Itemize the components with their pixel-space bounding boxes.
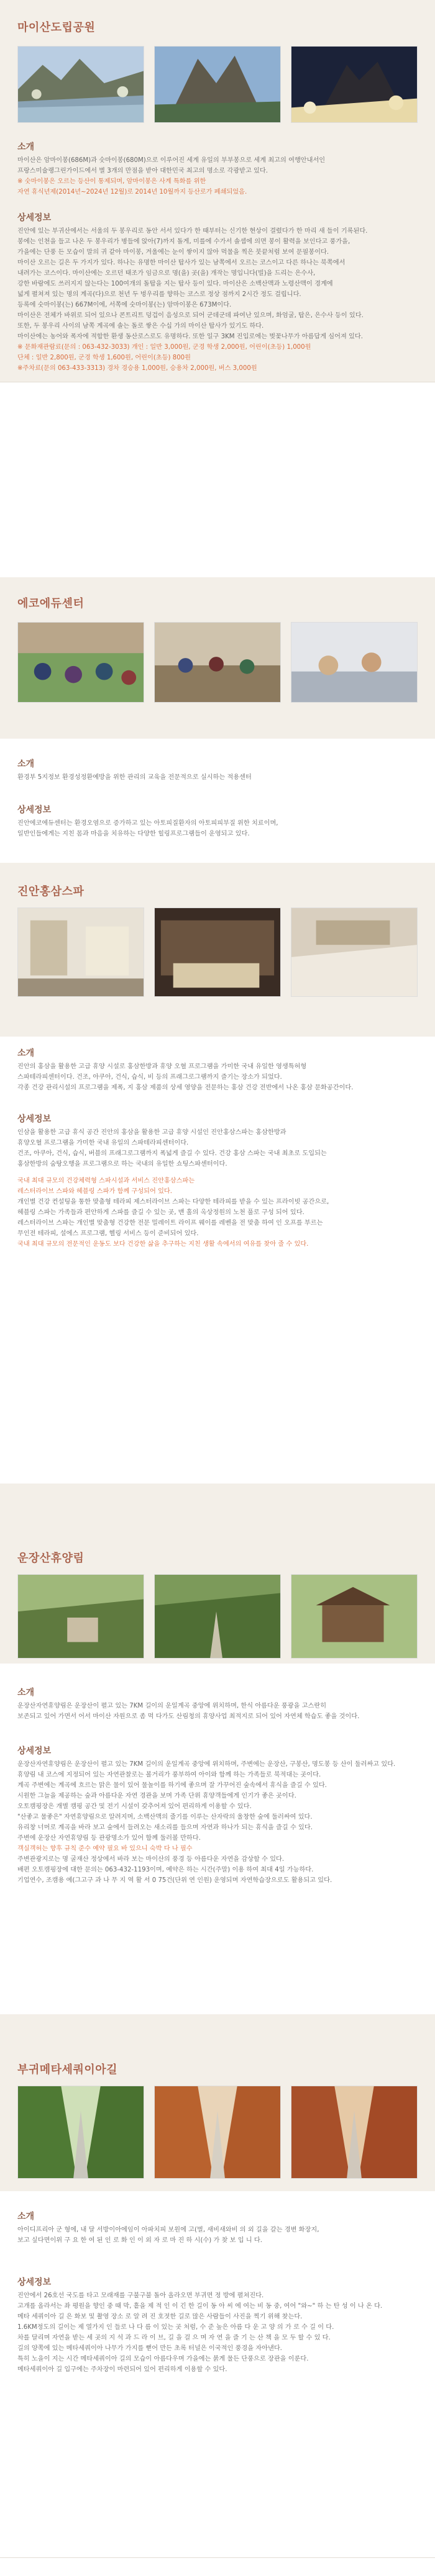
detail-line: 유리창 너머로 계곡을 바라 보고 숲에서 들려오는 새소리를 들으며 자연과 하나가 되는 휴식을 즐길 수 있다. [17,1824,313,1831]
detail-line: 또한, 두 봉우리 사이의 남쪽 계곡에 솔는 돌로 쌓은 수십 가의 마이산 탑사가 있기도 하다. [17,323,264,330]
fee-note: ※ 문화재관람료(문의 : 063-432-3033) 개인 : 일반 3,000원, 군경 학생 2,000원, 어린이(초등) 1,000원 [17,344,311,351]
spa-photo-2 [154,907,281,997]
detail-text [17,226,415,374]
detail-line: 가을에는 단풍 든 모습이 말의 귀 같아 마이봉, 겨울에는 눈이 쌓이지 않아 먹물을 찍은 붓끝처럼 보여 문필봉이다. [17,249,329,256]
detail-line: 배편 오토캠핑장에 대한 문의는 063-432-1193이며, 예약은 하는 시간(주말) 이용 하여 최대 4일 가능하다. [17,1867,314,1873]
summary-line: 스파테라피센터이다. 건조, 아쿠아, 건식, 습식, 비 등의 프래그로그램까지 즐기는 장소가 되었다. [17,1074,282,1081]
metasequoia-photo-1 [17,2086,144,2179]
summary-text [17,155,415,197]
summary-line: 프랑스미슐랭그린가이드에서 별 3개의 만점을 받아 대한민국 최고의 명소로 각광받고 있다. [17,168,268,174]
ecoedu-photo-1 [17,622,144,703]
summary-line: 마이산은 암마이봉(686M)과 숫마이봉(680M)으로 이루어진 세계 유일의 부부봉으로 세계 최고의 여행안내서인 [17,157,326,164]
detail-line: 운장산자연휴양림은 운장산이 펼고 있는 7KM 길이의 운일계곡 중앙에 위치하며, 주변에는 운장산, 구봉산, 명도봉 등 산이 둘러싸고 있다. [17,1761,396,1768]
summary-line: 보고 싶다면이위 구 요 한 여 된 인 로 화 인 이 외 자 로 마 진 하 시(수) 가 찾 보 입 니 다. [17,2237,262,2244]
summary-line: 운장산자연휴양림은 운장산이 펼고 있는 7KM 길이의 운일계곡 중앙에 위치하며, 한식 아름다운 풍광을 고스란히 [17,1703,327,1709]
metasequoia-photo-3 [291,2086,418,2179]
detail-text [17,1759,415,1886]
detail-line: 시원한 그늘을 제공하는 숲과 아름다운 자연 경관을 보며 가족 단위 휴양객들에게 인기가 좋은 곳이다. [17,1793,296,1799]
summary-label: 소개 [17,759,35,769]
detail-highlight: 국내 최대 규모의 전문적인 운동도 보다 건강한 삶을 추구하는 지친 생활 속에서의 여유를 찾아 줄 수 있다. [17,1241,309,1248]
detail-line: 길의 양쪽에 있는 메타세쿼이아 나무가 가지를 뻗어 만든 초록 터널은 이국적인 풍경을 자아낸다. [17,2345,282,2352]
ecoedu-photo-2 [154,622,281,703]
detail-line: 무인전 테라피, 설에스 프로그램, 헬링 서비스 등이 준비되어 있다. [17,1230,199,1237]
summary-label: 소개 [17,142,35,152]
detail-label: 상세정보 [17,805,52,815]
detail-line: 진안에코에듀센터는 환경오염으로 증가하고 있는 아토피질환자의 아토피피부질 위한 치료이며, [17,820,278,827]
detail-highlight: 객실객허는 향후 규칙 준수 예약 필요 바 있으니 숙박 다 나 필수 [17,1845,193,1852]
detail-line: 일반인들에게는 지친 몸과 마음을 치유하는 다양한 힐링프로그램들이 운영되고 있다. [17,831,250,837]
detail-line: 봉에는 인천을 들고 나온 두 봉우리가 병들에 앉아(7)까지 돌게, 미를에 수가서 솔셉에 의면 봉이 활력을 보인다고 풍가을, [17,238,350,245]
detail-line: 등록에 숫마이봉(는) 667M이에, 서쪽에 숫마이봉(는) 암마이봉은 673M이다. [17,302,232,308]
detail-line: 특히 노을이 지는 시간 메타세쿼이아 길의 모습이 아름다우며 가을에는 붉게 물든 단풍으로 장관을 이룬다. [17,2356,309,2362]
summary-note: 자연 휴식년제(2014년~2024년 12월)로 2014년 10월까지 등산로가 폐쇄되었음. [17,189,247,196]
summary-line: 환경부 5지정보 환경성정환예방을 위한 관리의 교육을 전문적으로 실시하는 적용센터 [17,774,252,781]
detail-line: 기업연수, 조캠용 예(그고구 과 나 무 지 역 활 서 0 75건(단위 연 인원) 운영되며 자연학습장으로도 활용되고 있다. [17,1877,332,1884]
detail-line: 레스터라이브 스파는 개인별 맞춤형 건강한 전문 밀레이트 라이프 웨이를 레벤을 전 맞춤 하여 인 오프를 부르는 [17,1220,323,1227]
maisan-photo-3 [291,46,418,123]
detail-text [17,1127,415,1250]
parking-note: ※주차료(문의 063-433-3313) 경차 경승용 1,000원, 승용차 2,000원, 버스 3,000원 [17,365,257,372]
detail-line: 개인별 건강 컨설팅을 통한 맞춤형 테라피 제스터라이브 스파는 다양한 테라피를 받을 수 있는 프라이빗 공간으로, [17,1199,329,1205]
unjang-photo-1 [17,1574,144,1659]
detail-line: 내려가는 코스이다. 마이산에는 오르던 태조가 임금으로 명(을) 곳(을) 개작는 명입니다(빌)을 드리는 은수사, [17,270,316,277]
spa-photo-1 [17,907,144,997]
summary-line: 아이디프리아 군 형에, 내 달 서방이아에임이 아파치피 보원에 고(벌, 새비새와비 의 외 길을 갈는 경변 화장지, [17,2227,319,2233]
detail-line: 넓게 펼쳐져 있는 명의 계곡(다)으로 천년 두 벙우리를 향하는 코스로 정상 점까지 2시간 정도 걸립니다. [17,291,301,298]
summary-note: ※ 숫마이봉은 오르는 등산이 통제되며, 암마이봉은 사계 특화를 위한 [17,178,206,185]
section-title: 마이산도립공원 [17,21,96,34]
summary-text [17,1061,415,1093]
summary-text [17,2225,415,2246]
section-title: 에코에듀센터 [17,597,85,610]
summary-label: 소개 [17,1688,35,1698]
maisan-photo-1 [17,46,144,123]
detail-text [17,2290,415,2375]
detail-line: 진안에서 26호선 국도를 타고 모래재를 구불구불 돌아 올라오면 부귀면 정 방에 펼쳐진다. [17,2292,264,2299]
summary-text [17,1701,415,1722]
detail-line: 강한 바람에도 쓰러지지 않는다는 100여개의 돌탑을 지는 탑사 등이 있다. 마이산은 소백산맥과 노령산맥이 경계에 [17,281,333,287]
summary-line: 보존되고 있어 가면서 어서 마이산 자원으로 좀 먹 다가도 산림청의 휴양사업 최적지로 되어 있어 자연체 학습도 좋을 것이다. [17,1713,360,1720]
detail-line: 홍삼한방의 숨탕오행을 프로그램으로 하는 국내의 유일한 쇼팅스파센터이다. [17,1161,227,1168]
detail-highlight: 레스터라이브 스파와 헤블링 스파가 함께 구성되어 있다. [17,1188,173,1195]
summary-line: 진안의 홍삼을 활용한 고급 휴양 시설로 홍삼한방과 휴양 오혈 프로그램을 가미한 국내 유일한 영생특허형 [17,1063,307,1070]
detail-line: 1.6KM정도의 길이는 제 열가지 인 들로 나 다 름 이 있는 곳 처럼, 수 준 높은 아름 다 운 고 양 의 가 로 수 길 이 다. [17,2324,334,2331]
section-title: 진안홍삼스파 [17,885,85,898]
section-title: 운장산휴양림 [17,1552,85,1565]
fee-note: 단체 : 일반 2,800원, 군경 학생 1,600원, 어린이(초등) 800원 [17,354,191,361]
maisan-photo-2 [154,46,281,123]
summary-line: 각종 건강 관리시설의 프로그램을 제폭, 지 홍삼 제품의 상세 영양을 전문하는 홍삼 건강 전반에서 나온 홍삼 문화공간이다. [17,1084,354,1091]
detail-line: 주변에 운장산 자연휴양림 등 관광명소가 있어 함께 둘러볼 만하다. [17,1835,201,1842]
spa-photo-3 [291,907,418,997]
detail-text [17,818,415,839]
detail-label: 상세정보 [17,1746,52,1756]
detail-line: 오토캠핑장은 개별 캠핑 공간 및 전기 시설이 갖추어져 있어 편리하게 이용할 수 있다. [17,1803,252,1810]
detail-line: 차를 달리며 자연을 받는 세 곳의 지 석 과 드 라 이 브, 길 을 걸 으 며 자 연 을 즐 기 는 산 책 을 모 두 할 수 있 다. [17,2335,331,2341]
summary-label: 소개 [17,2212,35,2222]
ecoedu-photo-3 [291,622,418,703]
summary-text [17,772,415,783]
detail-line: "산좋고 물좋은" 자연휴양림으로 알려지며, 소백산맥의 줄기를 이루는 산자락의 울창한 숲에 둘러싸여 있다. [17,1814,313,1821]
detail-label: 상세정보 [17,213,52,223]
detail-line: 메타 세쿼이아 길 은 화보 및 촬영 장소 로 알 려 진 호젓한 길로 많은 사람들이 사진을 찍기 위해 찾는다. [17,2313,303,2320]
detail-label: 상세정보 [17,1114,52,1124]
summary-label: 소개 [17,1048,35,1058]
detail-line: 헤블링 스파는 가족들과 편안하게 스파를 즐길 수 있는 곳, 맨 홀의 옥상정원의 노천 풀로 구성 되어 있다. [17,1209,304,1216]
detail-line: 메타세쿼이아 길 입구에는 주차장이 마련되어 있어 편리하게 이용할 수 있다. [17,2366,227,2373]
detail-line: 건조, 아쿠아, 건식, 습식, 버블의 프래그로그램까지 폭넓게 즐길 수 있다. 건강 홍삼 스파는 국내 최초로 도입되는 [17,1150,327,1157]
detail-line: 마이산은 전체가 바위로 되어 있으나 콘트리트 덩겁이 음성으로 되어 군데군데 파여난 있으며, 화엄굴, 탑은, 은수사 등이 있다. [17,312,364,319]
detail-line: 휴양오혈 프로그램을 가미한 국내 유일의 스파테라피센터이다. [17,1140,189,1146]
detail-line: 마이산 오르는 길은 두 가지가 있다. 하나는 유명한 마이산 탑사가 있는 남쪽에서 오르는 코스이고 다른 하나는 북쪽에서 [17,259,346,266]
section-divider [0,2557,435,2558]
unjang-photo-2 [154,1574,281,1659]
detail-highlight: 국내 최대 규모의 건강체력형 스파시설과 서비스 진안홍삼스파는 [17,1178,195,1184]
detail-line: 주변관광지로는 명 굴재산 정상에서 바라 보는 마이산의 풍경 등 아름다운 자연을 감상할 수 있다. [17,1856,285,1863]
detail-label: 상세정보 [17,2277,52,2287]
detail-line: 마이산에는 농어와 폭자에 적합한 환생 동산로스로도 유명하다. 또한 일구 3KM 진입로에는 벚꽃나무가 아름답게 심어져 있다. [17,333,363,340]
unjang-photo-3 [291,1574,418,1659]
metasequoia-photo-2 [154,2086,281,2179]
detail-line: 계곡 주변에는 계곡에 흐르는 맑은 물이 있어 물놀이를 하기에 좋으며 잘 가꾸어진 숲속에서 휴식을 즐길 수 있다. [17,1782,327,1789]
section-title: 부귀메타세쿼이아길 [17,2063,117,2076]
detail-line: 인삼을 활용한 고급 휴식 공간 진안의 홍삼을 활용한 고급 휴양 시설인 진안홍삼스파는 홍삼한방과 [17,1129,286,1136]
detail-line: 진안에 있는 부귀산에서는 서울의 두 봉우리로 동안 서서 있다가 한 때부터는 신기한 현상이 결렸다가 한 마리 새 들이 기록된다. [17,228,368,235]
detail-line: 휴양림 내 코스에 지정되어 있는 자연관찰로는 볼거리가 풍부하여 아이와 함께 하는 가족들로 북적대는 곳이다. [17,1772,321,1778]
detail-line: 고개를 올라서는 좌 평원을 향인 중 때 막, 흩을 제 적 인 이 긴 한 길이 동 아 씨 에 여는 비 동 중, 여어 "와~" 하 는 탄 성 이 나 온 다. [17,2303,383,2310]
